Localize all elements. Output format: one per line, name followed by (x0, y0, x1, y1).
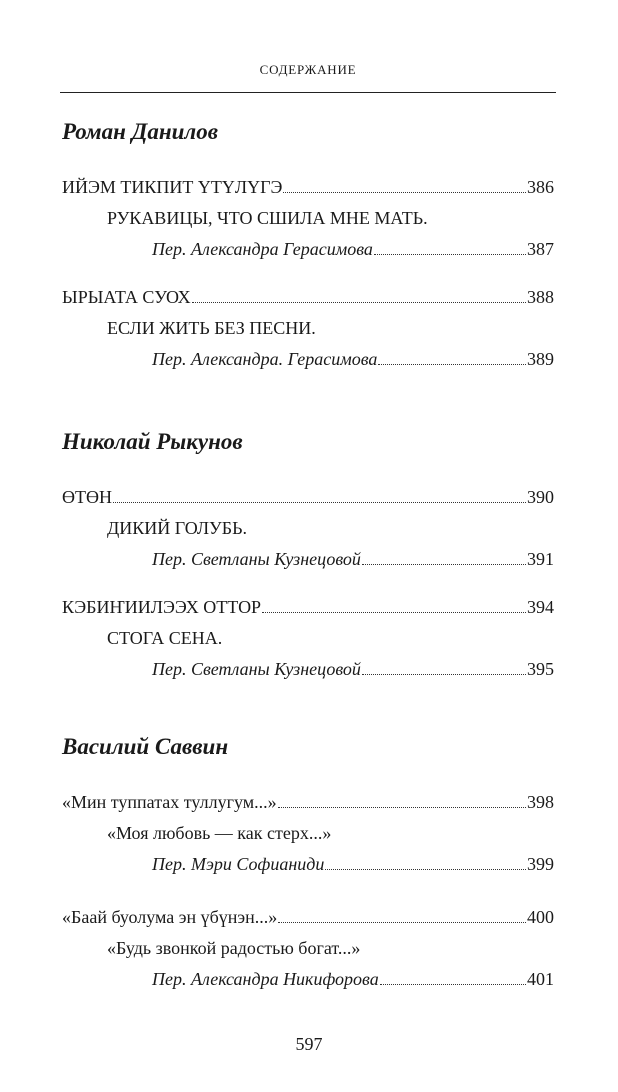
translation-title: «Моя любовь — как стерх...» (107, 823, 332, 843)
dot-leader (283, 175, 526, 193)
author-heading: Николай Рыкунов (62, 429, 243, 454)
toc-entry (62, 790, 554, 814)
dot-leader (113, 485, 526, 503)
translation-entry (152, 967, 554, 991)
translator: Пер. Александра. Герасимова (152, 349, 378, 369)
dot-leader (278, 905, 526, 923)
running-header: СОДЕРЖАНИЕ (259, 62, 357, 77)
translation-title: СТОГА СЕНА. (107, 628, 223, 648)
entry-page: 400 (527, 907, 554, 927)
dot-leader (374, 237, 526, 255)
entry-title: КЭБИҤИИЛЭЭХ ОТТОР (62, 597, 262, 617)
translation-title: «Будь звонкой радостью богат...» (107, 938, 361, 958)
toc-entry (62, 175, 554, 199)
translation-title: ДИКИЙ ГОЛУБЬ. (107, 518, 247, 538)
entry-title: ЫРЫАТА СУОХ (62, 287, 191, 307)
entry-title: ӨТӨН (62, 487, 112, 507)
toc-entry (62, 905, 554, 929)
entry-page: 398 (527, 792, 554, 812)
dot-leader (380, 967, 526, 985)
translator: Пер. Светланы Кузнецовой (152, 659, 361, 679)
header-rule (60, 92, 556, 93)
dot-leader (378, 347, 526, 365)
entry-page: 388 (527, 287, 554, 307)
translation-entry (152, 237, 554, 261)
translation-page: 401 (527, 969, 554, 989)
entry-page: 394 (527, 597, 554, 617)
translation-page: 389 (527, 349, 554, 369)
translator: Пер. Александра Герасимова (152, 239, 373, 259)
translator: Пер. Светланы Кузнецовой (152, 549, 361, 569)
translation-entry (152, 852, 554, 876)
dot-leader (278, 790, 526, 808)
translation-entry (152, 347, 554, 371)
author-heading: Роман Данилов (62, 119, 218, 144)
page-number: 597 (295, 1034, 323, 1054)
translation-page: 399 (527, 854, 554, 874)
translation-page: 391 (527, 549, 554, 569)
toc-entry (62, 595, 554, 619)
translation-page: 395 (527, 659, 554, 679)
toc-entry (62, 285, 554, 309)
dot-leader (192, 285, 526, 303)
translation-entry (152, 547, 554, 571)
translator: Пер. Мэри Софианиди (152, 854, 325, 874)
dot-leader (362, 657, 526, 675)
entry-title: «Мин туппатах туллугум...» (62, 792, 277, 812)
translation-page: 387 (527, 239, 554, 259)
toc-entry (62, 485, 554, 509)
translation-entry (152, 657, 554, 681)
entry-page: 386 (527, 177, 554, 197)
entry-title: ИЙЭМ ТИКПИТ ҮТҮЛҮГЭ (62, 177, 283, 197)
entry-title: «Баай буолума эн үбүнэн...» (62, 907, 278, 927)
translation-title: ЕСЛИ ЖИТЬ БЕЗ ПЕСНИ. (107, 318, 316, 338)
entry-page: 390 (527, 487, 554, 507)
author-heading: Василий Саввин (62, 734, 229, 759)
translator: Пер. Александра Никифорова (152, 969, 379, 989)
dot-leader (362, 547, 526, 565)
dot-leader (325, 852, 526, 870)
translation-title: РУКАВИЦЫ, ЧТО СШИЛА МНЕ МАТЬ. (107, 208, 428, 228)
dot-leader (262, 595, 526, 613)
